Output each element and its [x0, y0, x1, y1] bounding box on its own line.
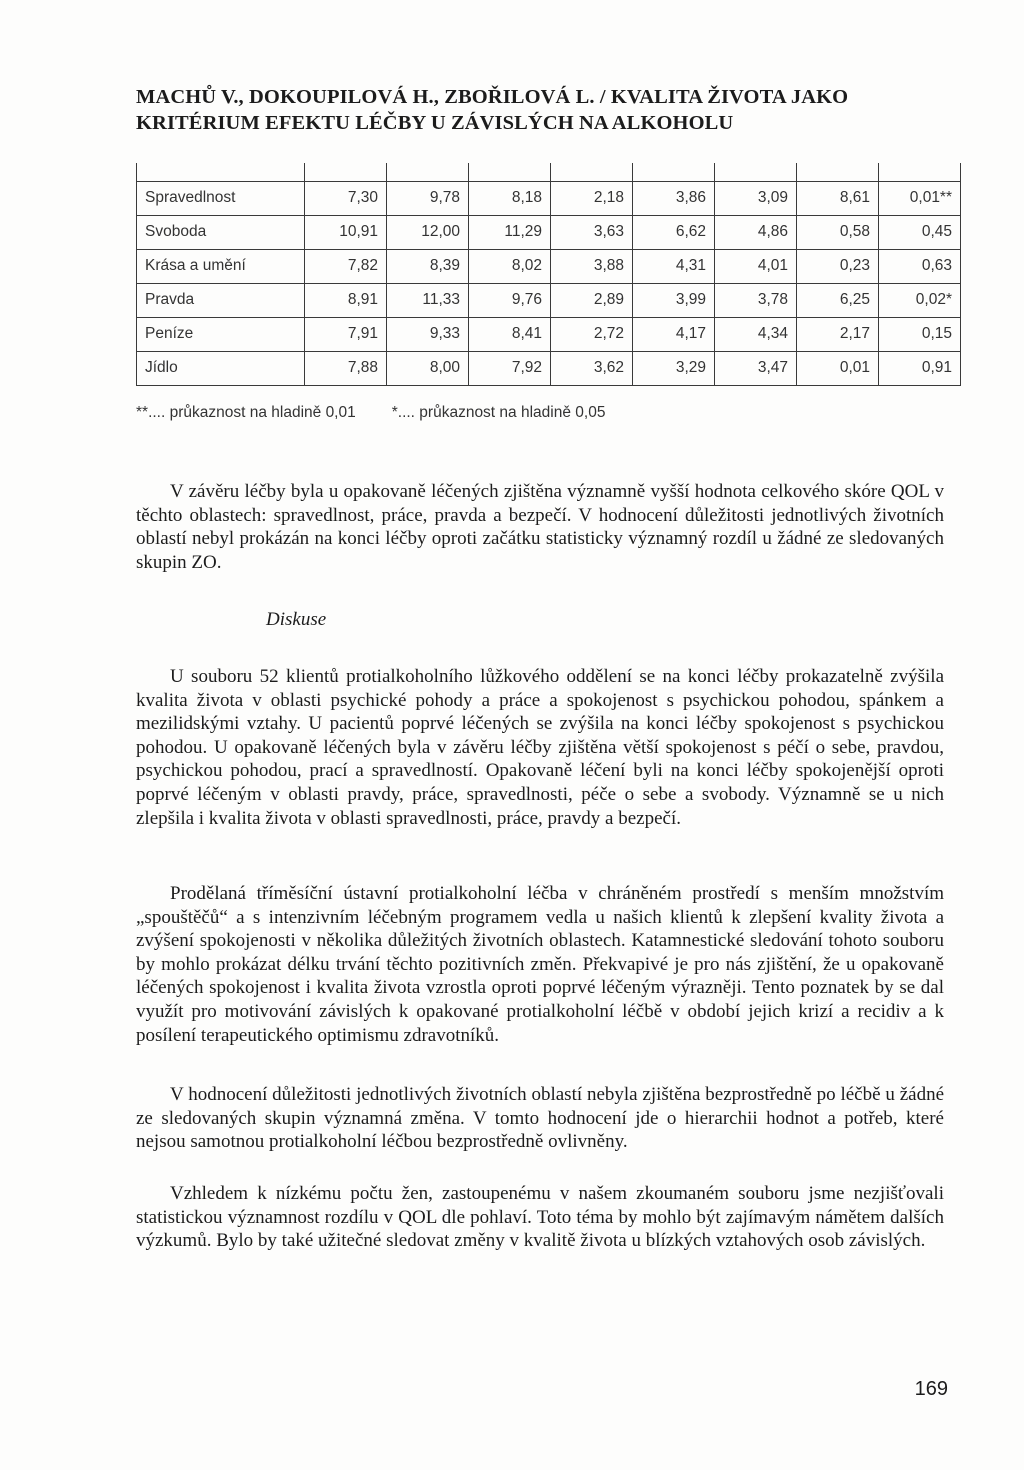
table-row	[137, 351, 961, 385]
table-top-stub-row	[137, 163, 961, 181]
table-cell: 8,61	[797, 181, 879, 215]
row-label: Peníze	[137, 317, 305, 351]
discussion-paragraph-4: Vzhledem k nízkému počtu žen, zastoupenému v našem zkoumaném souboru jsme nezjišťovali statistickou významnost rozdílu v QOL dle pohlaví. Toto téma by mohlo být zajímavým námětem dalších výzkumů. Bylo by také užitečné sledovat změny v kvalitě života u blízkých vztahových osob závislých.	[136, 1183, 944, 1252]
table-stub-cell	[551, 163, 633, 181]
table-row	[137, 249, 961, 283]
footnote-significance-001: **.... průkaznost na hladině 0,01	[136, 404, 356, 421]
table-cell: 4,17	[633, 317, 715, 351]
table-cell: 3,86	[633, 181, 715, 215]
table-cell: 11,33	[387, 283, 469, 317]
table-cell: 6,62	[633, 215, 715, 249]
results-table	[136, 163, 961, 386]
table-cell: 2,18	[551, 181, 633, 215]
running-header	[136, 84, 956, 136]
table-cell: 0,15	[879, 317, 961, 351]
footnote-significance-005: *.... průkaznost na hladině 0,05	[391, 404, 606, 421]
discussion-paragraph-1: U souboru 52 klientů protialkoholního lůžkového oddělení se na konci léčby prokazatelně zvýšila kvalita života v oblasti psychické pohody a práce a spokojenost s psychickou pohodou, spánkem a mezilidskými vztahy. U pacientů poprvé léčených se zvýšila na konci léčby spokojenost s psychickou pohodou. U opakovaně léčených byla v závěru léčby zjištěna větší spokojenost s péčí o sebe, pravdou, psychickou pohodou, prací a spravedlností. Opakovaně léčení byli na konci léčby spokojenější oproti poprvé léčeným v oblasti pravdy, práce, spravedlnosti, péče o sebe a svobody. Významně se u nich zlepšila i kvalita života v oblasti spravedlnosti, práce, pravdy a bezpečí.	[136, 666, 944, 829]
table-cell: 4,86	[715, 215, 797, 249]
table-cell: 10,91	[305, 215, 387, 249]
table-cell: 7,82	[305, 249, 387, 283]
table-cell: 3,47	[715, 351, 797, 385]
table-stub-cell	[879, 163, 961, 181]
row-label: Pravda	[137, 283, 305, 317]
row-label: Svoboda	[137, 215, 305, 249]
table-cell: 3,29	[633, 351, 715, 385]
table-cell: 7,92	[469, 351, 551, 385]
table-stub-cell	[137, 163, 305, 181]
header-line-2: KRITÉRIUM EFEKTU LÉČBY U ZÁVISLÝCH NA ALKOHOLU	[136, 112, 734, 134]
table-row	[137, 317, 961, 351]
table-cell: 8,39	[387, 249, 469, 283]
results-paragraph: V závěru léčby byla u opakovaně léčených zjištěna významně vyšší hodnota celkového skóre QOL v těchto oblastech: spravedlnost, práce, pravda a bezpečí. V hodnocení důležitosti jednotlivých životních oblastí nebyl prokázán na konci léčby oproti začátku statisticky významný rozdíl u žádné ze sledovaných skupin ZO.	[136, 481, 944, 573]
table-cell: 0,23	[797, 249, 879, 283]
table-cell: 3,62	[551, 351, 633, 385]
table-stub-cell	[715, 163, 797, 181]
discussion-paragraph-2: Prodělaná tříměsíční ústavní protialkoholní léčba v chráněném prostředí s menším množstvím „spouštěčů“ a s intenzivním léčebným programem vedla u našich klientů k zlepšení kvality života a zvýšení spokojenosti v několika důležitých životních oblastech. Katamnestické sledování tohoto souboru by mohlo prokázat délku trvání těchto pozitivních změn. Překvapivé je pro nás zjištění, že u opakovaně léčených spokojenost i kvalita života vzrostla oproti poprvé léčeným výrazněji. Tento poznatek by se dal využít pro motivování závislých k opakované protialkoholní léčbě v období jejich krizí a recidiv a k posílení terapeutického optimismu zdravotníků.	[136, 883, 944, 1046]
table-stub-cell	[633, 163, 715, 181]
table-cell: 3,09	[715, 181, 797, 215]
table-cell: 6,25	[797, 283, 879, 317]
table-footnotes	[136, 404, 605, 422]
table-cell: 0,63	[879, 249, 961, 283]
table-cell: 0,01**	[879, 181, 961, 215]
table-cell: 12,00	[387, 215, 469, 249]
table-cell: 2,17	[797, 317, 879, 351]
table-cell: 2,72	[551, 317, 633, 351]
table-stub-cell	[305, 163, 387, 181]
table-cell: 8,18	[469, 181, 551, 215]
table-cell: 0,01	[797, 351, 879, 385]
table-cell: 7,30	[305, 181, 387, 215]
table-stub-cell	[469, 163, 551, 181]
section-title: Diskuse	[266, 609, 327, 630]
table-cell: 7,91	[305, 317, 387, 351]
table-cell: 7,88	[305, 351, 387, 385]
table-cell: 0,45	[879, 215, 961, 249]
table-cell: 4,31	[633, 249, 715, 283]
table-cell: 4,34	[715, 317, 797, 351]
table-cell: 9,78	[387, 181, 469, 215]
table-cell: 4,01	[715, 249, 797, 283]
table-cell: 3,63	[551, 215, 633, 249]
row-label: Jídlo	[137, 351, 305, 385]
table-cell: 3,88	[551, 249, 633, 283]
table-cell: 8,41	[469, 317, 551, 351]
table-cell: 3,78	[715, 283, 797, 317]
table-cell: 0,91	[879, 351, 961, 385]
table-cell: 9,76	[469, 283, 551, 317]
table-cell: 8,02	[469, 249, 551, 283]
table-cell: 11,29	[469, 215, 551, 249]
discussion-paragraph-3: V hodnocení důležitosti jednotlivých životních oblastí nebyla zjištěna bezprostředně po léčbě u žádné ze sledovaných skupin významná změna. V tomto hodnocení jde o hierarchii hodnot a potřeb, které nejsou samotnou protialkoholní léčbou bezprostředně ovlivněny.	[136, 1084, 944, 1153]
table-cell: 0,02*	[879, 283, 961, 317]
table-cell: 8,91	[305, 283, 387, 317]
header-line-1: MACHŮ V., DOKOUPILOVÁ H., ZBOŘILOVÁ L. / KVALITA ŽIVOTA JAKO	[136, 86, 849, 108]
table-cell: 3,99	[633, 283, 715, 317]
table-stub-cell	[797, 163, 879, 181]
table-cell: 2,89	[551, 283, 633, 317]
page-number: 169	[914, 1378, 948, 1400]
table-stub-cell	[387, 163, 469, 181]
table-row	[137, 215, 961, 249]
table-row	[137, 181, 961, 215]
table-cell: 8,00	[387, 351, 469, 385]
row-label: Krása a umění	[137, 249, 305, 283]
table-cell: 0,58	[797, 215, 879, 249]
table-cell: 9,33	[387, 317, 469, 351]
table-row	[137, 283, 961, 317]
row-label: Spravedlnost	[137, 181, 305, 215]
